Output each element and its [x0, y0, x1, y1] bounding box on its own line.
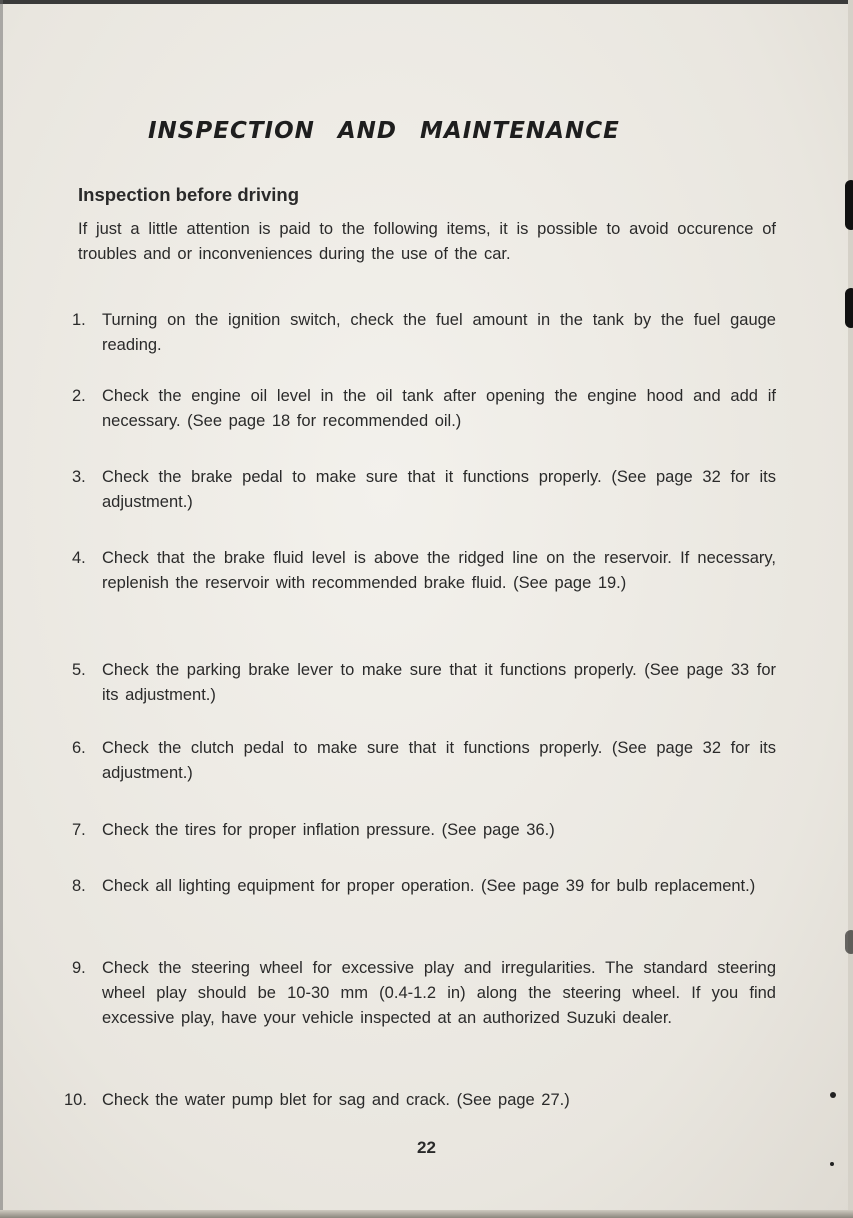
scan-speck — [830, 1092, 836, 1098]
item-text: Check the steering wheel for excessive play and irregularities. The standard steering wheel play should be 10-30 mm (0.4-1.2 in) along the steering wheel. If you find excessive play, have your vehicle inspected at an authorized Suzuki dealer. — [102, 959, 776, 1027]
item-number: 7. — [72, 821, 86, 839]
page-title: INSPECTION AND MAINTENANCE — [148, 118, 620, 144]
list-item — [72, 736, 776, 786]
list-item — [72, 956, 776, 1031]
list-item — [72, 384, 776, 434]
list-item — [72, 658, 776, 708]
item-text: Check the engine oil level in the oil tank after opening the engine hood and add if necessary. (See page 18 for recommended oil.) — [102, 387, 776, 430]
item-number: 2. — [72, 387, 86, 405]
list-item — [72, 546, 776, 596]
item-number: 9. — [72, 959, 86, 977]
index-tab-marker — [845, 930, 853, 954]
item-number: 5. — [72, 661, 86, 679]
list-item — [72, 874, 776, 899]
item-text: Check the parking brake lever to make sure that it functions properly. (See page 33 for its adjustment.) — [102, 661, 776, 704]
item-text: Check the water pump blet for sag and crack. (See page 27.) — [102, 1091, 570, 1109]
item-number: 8. — [72, 877, 86, 895]
item-number: 1. — [72, 311, 86, 329]
list-item — [72, 465, 776, 515]
page-top-edge — [0, 0, 853, 4]
section-heading: Inspection before driving — [78, 184, 299, 205]
list-item — [72, 308, 776, 358]
item-number: 4. — [72, 549, 86, 567]
item-number: 6. — [72, 739, 86, 757]
item-text: Check the tires for proper inflation pressure. (See page 36.) — [102, 821, 555, 839]
item-text: Check the clutch pedal to make sure that it functions properly. (See page 32 for its adjustment.) — [102, 739, 776, 782]
page-bottom-edge — [0, 1210, 853, 1218]
item-text: Turning on the ignition switch, check the fuel amount in the tank by the fuel gauge reading. — [102, 311, 776, 354]
scan-speck — [830, 1162, 834, 1166]
index-tab-marker — [845, 180, 853, 230]
item-text: Check the brake pedal to make sure that it functions properly. (See page 32 for its adjustment.) — [102, 468, 776, 511]
list-item — [72, 818, 776, 843]
index-tab-marker — [845, 288, 853, 328]
list-item — [64, 1088, 776, 1113]
item-text: Check all lighting equipment for proper operation. (See page 39 for bulb replacement.) — [102, 877, 756, 895]
page-number: 22 — [417, 1138, 436, 1157]
page-left-edge — [0, 0, 3, 1218]
intro-paragraph: If just a little attention is paid to the following items, it is possible to avoid occurence of troubles and or inconveniences during the use of the car. — [78, 220, 776, 263]
item-number: 10. — [64, 1091, 87, 1109]
item-number: 3. — [72, 468, 86, 486]
item-text: Check that the brake fluid level is above the ridged line on the reservoir. If necessary, replenish the reservoir with recommended brake fluid. (See page 19.) — [102, 549, 776, 592]
